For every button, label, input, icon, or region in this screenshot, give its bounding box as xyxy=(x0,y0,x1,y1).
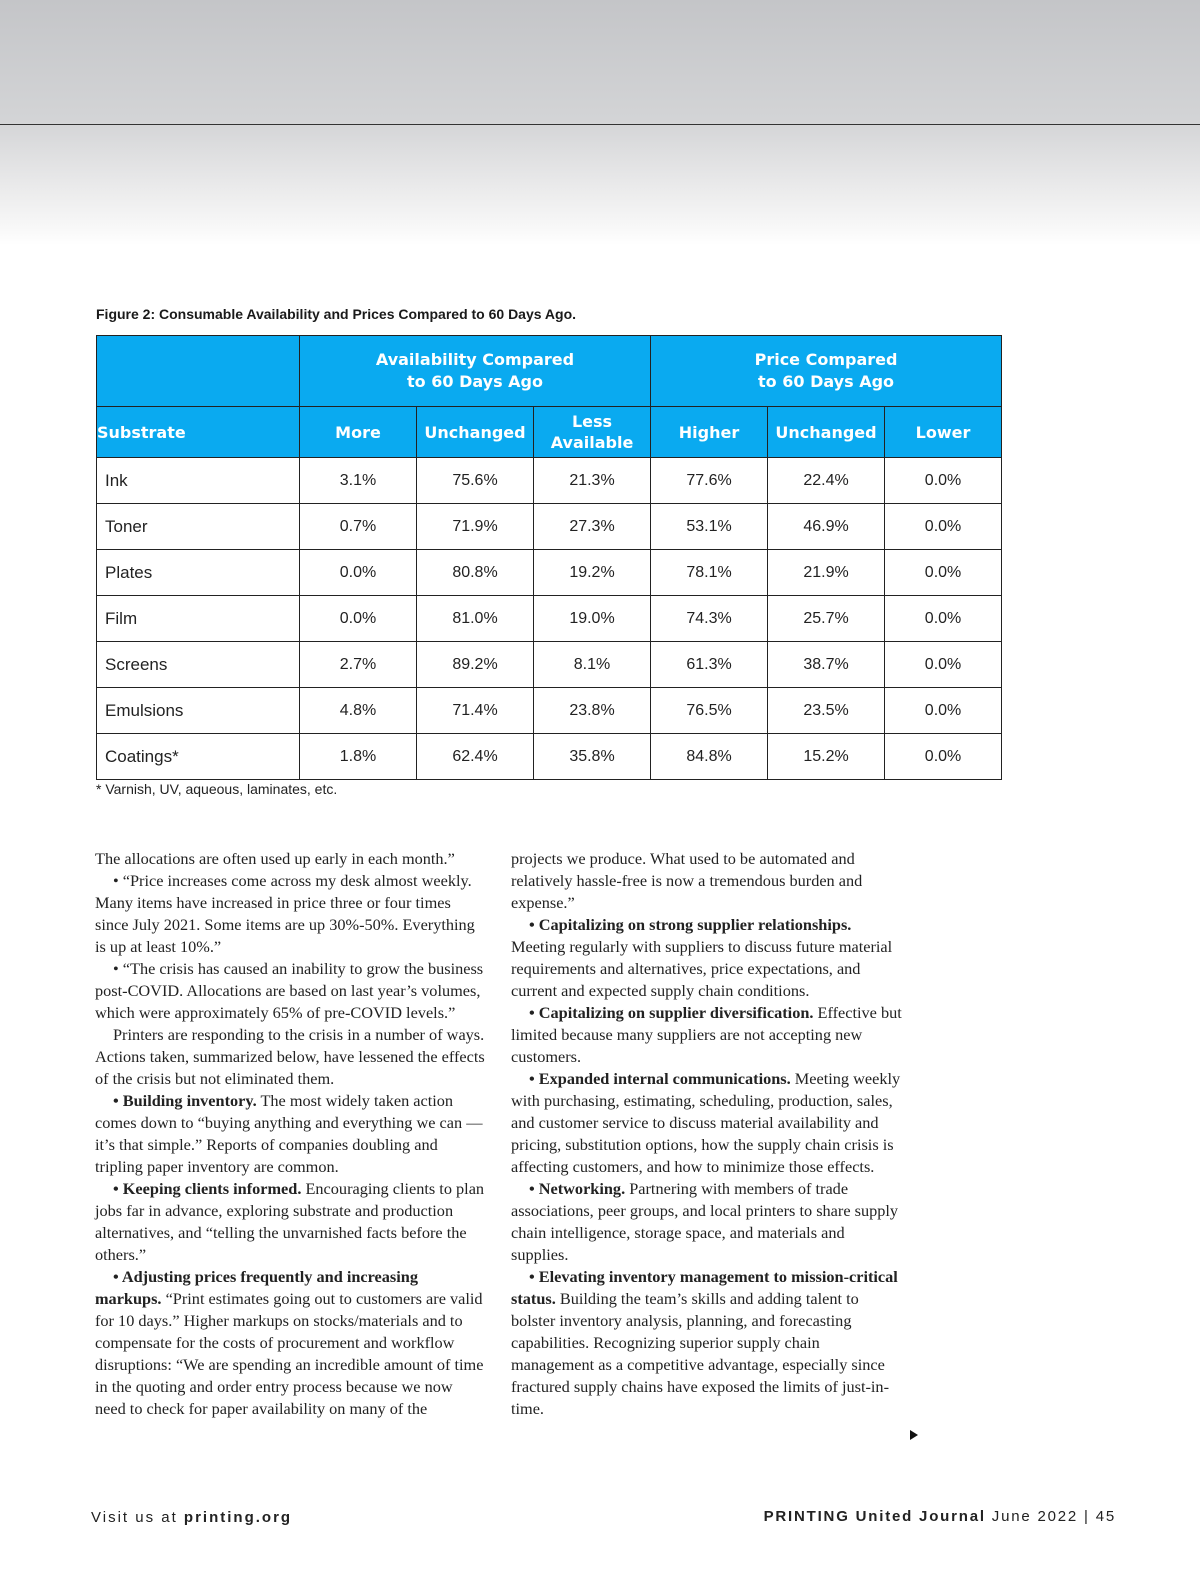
header-rule xyxy=(0,124,1200,125)
bullet-text: “Print estimates going out to customers are valid for 10 days.” Higher markups on stocks/materials and to compensate for the costs of procurement and workflow disruptions: “We are spending an incredible amount of time in the quoting and order entry process because we now need to check for paper availability on many of the xyxy=(95,1289,484,1418)
bullet-text: Encouraging clients to plan jobs far in advance, exploring substrate and production alternatives, and “telling the unvarnished facts before the others.” xyxy=(95,1179,485,1264)
table-row xyxy=(97,458,1002,504)
table-cell: 0.0% xyxy=(885,458,1002,504)
row-label: Coatings* xyxy=(97,734,300,780)
table-cell: 25.7% xyxy=(768,596,885,642)
header-gradient-band xyxy=(0,0,1200,245)
figure-caption: Figure 2: Consumable Availability and Prices Compared to 60 Days Ago. xyxy=(96,306,577,322)
table-cell: 21.3% xyxy=(534,458,651,504)
table-cell: 0.0% xyxy=(885,642,1002,688)
table-cell: 8.1% xyxy=(534,642,651,688)
table-cell: 0.0% xyxy=(885,504,1002,550)
table-cell: 71.4% xyxy=(417,688,534,734)
table-cell: 62.4% xyxy=(417,734,534,780)
footer-issue-page: June 2022 | 45 xyxy=(985,1508,1116,1525)
row-label: Emulsions xyxy=(97,688,300,734)
body-paragraph xyxy=(511,1002,903,1068)
table-cell: 78.1% xyxy=(651,550,768,596)
header-more: More xyxy=(300,407,417,458)
table-cell: 81.0% xyxy=(417,596,534,642)
table-cell: 75.6% xyxy=(417,458,534,504)
continued-arrow-icon xyxy=(910,1430,918,1440)
table-cell: 0.0% xyxy=(300,596,417,642)
table-cell: 71.9% xyxy=(417,504,534,550)
bullet-text: Building the team’s skills and adding talent to bolster inventory analysis, planning, and forecasting capabilities. Recognizing superior supply chain management as a competitive advantage, especially since fractured supply chains have exposed the limits of just-in-time. xyxy=(511,1289,889,1418)
table-cell: 53.1% xyxy=(651,504,768,550)
table-cell: 89.2% xyxy=(417,642,534,688)
footer-journal xyxy=(764,1508,1116,1525)
table-cell: 80.8% xyxy=(417,550,534,596)
table-cell: 61.3% xyxy=(651,642,768,688)
table-cell: 0.0% xyxy=(885,688,1002,734)
table-cell: 2.7% xyxy=(300,642,417,688)
table-cell: 21.9% xyxy=(768,550,885,596)
row-label: Film xyxy=(97,596,300,642)
table-body xyxy=(97,458,1002,780)
bullet-lead: • Capitalizing on supplier diversification. xyxy=(529,1003,814,1022)
body-paragraph xyxy=(95,1090,487,1178)
table-cell: 38.7% xyxy=(768,642,885,688)
table-cell: 19.2% xyxy=(534,550,651,596)
table-cell: 77.6% xyxy=(651,458,768,504)
table-row xyxy=(97,734,1002,780)
bullet-text: Meeting regularly with suppliers to discuss future material requirements and alternatives, price expectations, and current and expected supply chain conditions. xyxy=(511,937,893,1000)
bullet-lead: • Expanded internal communications. xyxy=(529,1069,791,1088)
header-unchanged-price: Unchanged xyxy=(768,407,885,458)
header-higher: Higher xyxy=(651,407,768,458)
header-lower: Lower xyxy=(885,407,1002,458)
consumables-table xyxy=(96,335,1002,780)
table-cell: 0.0% xyxy=(885,596,1002,642)
bullet-lead: • Building inventory. xyxy=(113,1091,257,1110)
table-row xyxy=(97,596,1002,642)
body-paragraph xyxy=(511,1068,903,1178)
table-row xyxy=(97,504,1002,550)
bullet-text: Partnering with members of trade associations, peer groups, and local printers to share supply chain intelligence, storage space, and materials and supplies. xyxy=(511,1179,899,1264)
table-cell: 19.0% xyxy=(534,596,651,642)
table-cell: 15.2% xyxy=(768,734,885,780)
table-cell: 22.4% xyxy=(768,458,885,504)
body-paragraph xyxy=(511,914,903,1002)
table-cell: 46.9% xyxy=(768,504,885,550)
body-paragraph: Printers are responding to the crisis in a number of ways. Actions taken, summarized below, have lessened the effects of the crisis but not eliminated them. xyxy=(95,1025,485,1088)
table-cell: 35.8% xyxy=(534,734,651,780)
table-cell: 4.8% xyxy=(300,688,417,734)
table-cell: 23.8% xyxy=(534,688,651,734)
table-row xyxy=(97,642,1002,688)
bullet-lead: • Keeping clients informed. xyxy=(113,1179,302,1198)
table-cell: 74.3% xyxy=(651,596,768,642)
table-footnote: * Varnish, UV, aqueous, laminates, etc. xyxy=(96,781,338,797)
row-label: Toner xyxy=(97,504,300,550)
bullet-lead: • Adjusting prices frequently and increasing markups. xyxy=(95,1267,418,1308)
footer-visit-prefix: Visit us at xyxy=(91,1509,184,1526)
table-cell: 27.3% xyxy=(534,504,651,550)
bullet-text: The most widely taken action comes down to “buying anything and everything we can — it’s that simple.” Reports of companies doubling and tripling paper inventory are common. xyxy=(95,1091,483,1176)
header-substrate: Substrate xyxy=(97,407,300,458)
header-unchanged-availability: Unchanged xyxy=(417,407,534,458)
body-paragraph xyxy=(511,1178,903,1266)
bullet-text: Effective but limited because many suppliers are not accepting new customers. xyxy=(511,1003,902,1066)
header-less-available: Less Available xyxy=(534,407,651,458)
footer-visit xyxy=(91,1509,292,1526)
table-cell: 3.1% xyxy=(300,458,417,504)
bullet-lead: • Elevating inventory management to mission-critical status. xyxy=(511,1267,898,1308)
body-paragraph xyxy=(95,1178,487,1266)
header-price-group: Price Compared to 60 Days Ago xyxy=(651,336,1002,407)
body-paragraph: projects we produce. What used to be automated and relatively hassle-free is now a tremendous burden and expense.” xyxy=(511,849,863,912)
row-label: Ink xyxy=(97,458,300,504)
body-paragraph xyxy=(511,1266,903,1420)
header-blank-cell xyxy=(97,336,300,407)
body-column-right xyxy=(511,848,903,1420)
bullet-lead: • Capitalizing on strong supplier relationships. xyxy=(529,915,852,934)
table-row xyxy=(97,688,1002,734)
table-cell: 0.0% xyxy=(885,550,1002,596)
body-paragraph: • “Price increases come across my desk almost weekly. Many items have increased in price three or four times since July 2021. Some items are up 30%-50%. Everything is up at least 10%.” xyxy=(95,871,475,956)
body-paragraph xyxy=(95,1266,487,1420)
table-cell: 84.8% xyxy=(651,734,768,780)
header-availability-group: Availability Compared to 60 Days Ago xyxy=(300,336,651,407)
bullet-lead: • Networking. xyxy=(529,1179,626,1198)
table-cell: 0.7% xyxy=(300,504,417,550)
table-cell: 0.0% xyxy=(300,550,417,596)
table-cell: 0.0% xyxy=(885,734,1002,780)
row-label: Plates xyxy=(97,550,300,596)
footer-journal-name: PRINTING United Journal xyxy=(763,1508,986,1525)
table-row xyxy=(97,550,1002,596)
bullet-text: Meeting weekly with purchasing, estimating, scheduling, production, sales, and customer service to discuss material availability and pricing, substitution options, how the supply chain crisis is affecting customers, and how to minimize those effects. xyxy=(511,1069,901,1176)
table-cell: 76.5% xyxy=(651,688,768,734)
row-label: Screens xyxy=(97,642,300,688)
body-column-left xyxy=(95,848,487,1420)
body-paragraph: The allocations are often used up early in each month.” xyxy=(95,849,455,868)
footer-site-link[interactable]: printing.org xyxy=(183,1509,293,1526)
table-cell: 23.5% xyxy=(768,688,885,734)
table-cell: 1.8% xyxy=(300,734,417,780)
body-paragraph: • “The crisis has caused an inability to grow the business post-COVID. Allocations are based on last year’s volumes, which were approximately 65% of pre-COVID levels.” xyxy=(95,959,484,1022)
